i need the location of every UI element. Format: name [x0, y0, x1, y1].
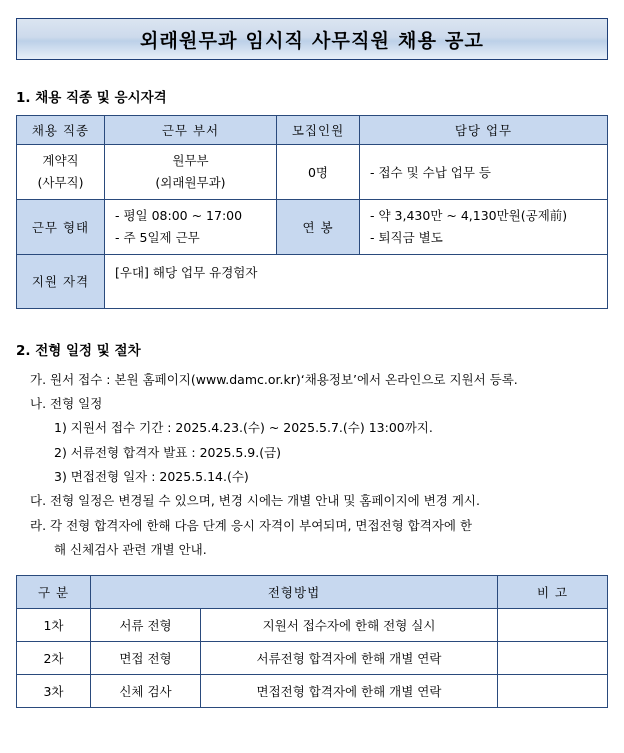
table-row — [17, 254, 608, 308]
cell-method: 면접 전형 — [91, 641, 201, 674]
table-row — [17, 608, 608, 641]
job-type-line1: 계약직 — [42, 153, 79, 168]
table2-header-note: 비 고 — [498, 575, 608, 608]
cell-salary-label: 연 봉 — [277, 199, 360, 254]
cell-note — [498, 641, 608, 674]
table-row — [17, 641, 608, 674]
table1-header-count: 모집인원 — [277, 116, 360, 145]
cell-work-conditions — [105, 199, 277, 254]
cell-work-type-label: 근무 형태 — [17, 199, 105, 254]
table-row-header — [17, 116, 608, 145]
cell-method-detail: 면접전형 합격자에 한해 개별 연락 — [201, 674, 498, 707]
table1-header-job: 채용 직종 — [17, 116, 105, 145]
table-row — [17, 674, 608, 707]
table-row — [17, 145, 608, 200]
cell-stage: 1차 — [17, 608, 91, 641]
selection-method-table — [16, 575, 608, 708]
work-condition-line2: - 주 5일제 근무 — [115, 229, 200, 245]
cell-duty: - 접수 및 수납 업무 등 — [360, 145, 608, 200]
document-title-banner — [16, 18, 608, 60]
list-item: 3) 면접전형 일자 : 2025.5.14.(수) — [54, 469, 249, 484]
list-item: 가. 원서 접수 : 본원 홈페이지(www.damc.or.kr)‘채용정보’에서 온라인으로 지원서 등록. — [30, 371, 518, 387]
page-title: 외래원무과 임시직 사무직원 채용 공고 — [139, 29, 485, 52]
cell-department — [105, 145, 277, 200]
list-item: 라. 각 전형 합격자에 한해 다음 단계 응시 자격이 부여되며, 면접전형 합격자에 한 — [30, 517, 473, 533]
list-item: 다. 전형 일정은 변경될 수 있으며, 변경 시에는 개별 안내 및 홈페이지에 변경 게시. — [30, 493, 480, 509]
cell-method-detail: 서류전형 합격자에 한해 개별 연락 — [201, 641, 498, 674]
work-condition-line1: - 평일 08:00 ~ 17:00 — [115, 207, 243, 223]
cell-job-type — [17, 145, 105, 200]
cell-salary-value — [360, 199, 608, 254]
salary-line2: - 퇴직금 별도 — [370, 229, 443, 245]
department-line1: 원무부 — [172, 153, 209, 168]
list-item: 나. 전형 일정 — [30, 395, 103, 411]
department-line2: (외래원무과) — [155, 174, 226, 190]
cell-headcount: 0명 — [277, 145, 360, 200]
cell-qualification-label: 지원 자격 — [17, 254, 105, 308]
salary-line1: - 약 3,430만 ~ 4,130만원(공제前) — [370, 207, 568, 223]
cell-stage: 2차 — [17, 641, 91, 674]
table2-header-method: 전형방법 — [91, 575, 498, 608]
cell-qualification-value: [우대] 해당 업무 유경험자 — [105, 254, 608, 308]
table1-header-dept: 근무 부서 — [105, 116, 277, 145]
section-1-heading: 1. 채용 직종 및 응시자격 — [16, 90, 167, 106]
list-item-continuation: 해 신체검사 관련 개별 안내. — [54, 542, 207, 558]
list-item: 2) 서류전형 합격자 발표 : 2025.5.9.(금) — [54, 444, 282, 460]
job-type-line2: (사무직) — [37, 174, 84, 190]
cell-note — [498, 674, 608, 707]
table-row-header — [17, 575, 608, 608]
table-row — [17, 199, 608, 254]
cell-stage: 3차 — [17, 674, 91, 707]
cell-method-detail: 지원서 접수자에 한해 전형 실시 — [201, 608, 498, 641]
procedure-list — [16, 368, 608, 563]
recruitment-table — [16, 115, 608, 309]
table2-header-division: 구 분 — [17, 575, 91, 608]
cell-note — [498, 608, 608, 641]
cell-method: 신체 검사 — [91, 674, 201, 707]
section-2-heading: 2. 전형 일정 및 절차 — [16, 342, 141, 359]
table1-header-duty: 담당 업무 — [360, 116, 608, 145]
list-item: 1) 지원서 접수 기간 : 2025.4.23.(수) ~ 2025.5.7.(수) 13:00까지. — [54, 420, 433, 436]
cell-method: 서류 전형 — [91, 608, 201, 641]
